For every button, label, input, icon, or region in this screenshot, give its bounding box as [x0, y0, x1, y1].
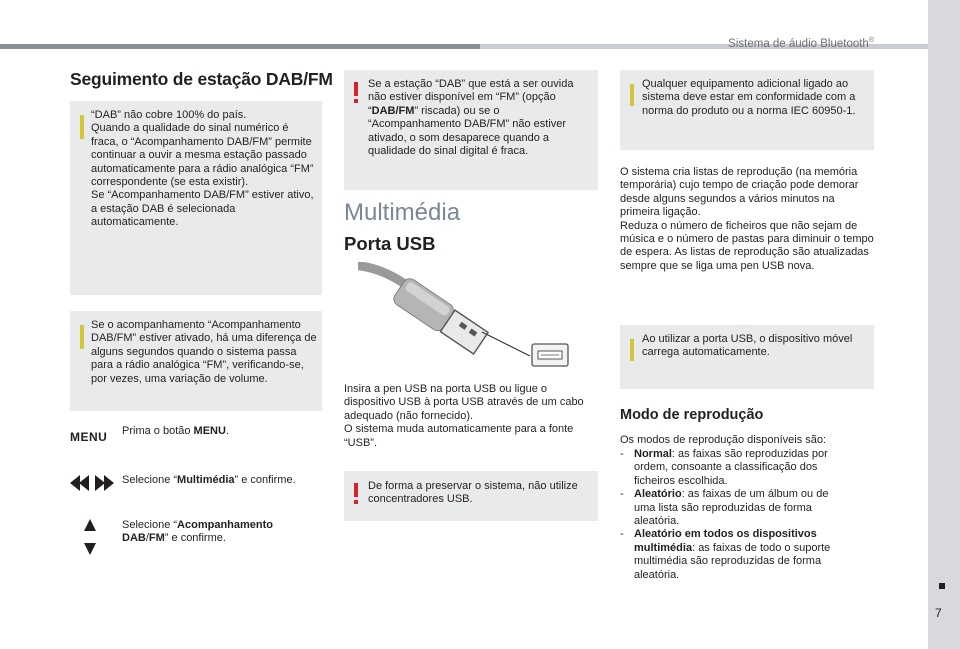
warning-icon [354, 82, 358, 96]
section-title-dab: Seguimento de estação DAB/FM [70, 69, 333, 89]
left-right-arrows-icon [70, 475, 114, 491]
page-number: 7 [935, 606, 942, 620]
warning-icon-dot [354, 99, 358, 103]
header-rule-dark [0, 44, 480, 49]
section-title-usb: Porta USB [344, 233, 436, 254]
warning-box-dab [344, 70, 598, 190]
chapter-title-multimedia: Multimédia [344, 199, 461, 226]
info-box-equipment [620, 70, 874, 150]
warning-box-usb-hub [344, 471, 598, 521]
section-title-playback-mode: Modo de reprodução [620, 407, 764, 423]
info-text-charging: Ao utilizar a porta USB, o dispositivo móvel carrega automaticamente. [642, 333, 853, 359]
step-select-multimedia: Selecione “Multimédia” e confirme. [122, 474, 296, 486]
info-box-dab-switch [70, 311, 322, 411]
playlist-paragraph: O sistema cria listas de reprodução (na memória temporária) cujo tempo de criação pode demorar desde alguns segundos a vários minutos na primeira ligação. Reduza o número de ficheiros que não sejam de música e o número de pastas para diminuir o tempo de espera. As listas de reprodução são atualizadas sempre que se liga uma pen USB nova. [620, 166, 874, 272]
playback-mode-list [620, 448, 850, 582]
info-box-dab-coverage [70, 101, 322, 295]
list-item-mode-random: - Aleatório: as faixas de um álbum ou de uma lista são reproduzidas de forma aleatória. [620, 488, 850, 528]
section-end-mark [939, 583, 945, 589]
info-text-dab-switch: Se o acompanhamento “Acompanhamento DAB/FM” estiver ativado, há uma diferença de alguns segundos quando o sistema passa para a rádio analógica “FM”, verificando-se, por vezes, uma variação de volume. [91, 319, 317, 385]
usb-instructions: Insira a pen USB na porta USB ou ligue o dispositivo USB à porta USB através de um cabo adequado (não fornecido). O sistema muda automaticamente para a fonte “USB”. [344, 383, 584, 449]
warning-icon [354, 483, 358, 497]
info-icon [80, 111, 84, 139]
up-down-arrows-icon [84, 519, 96, 555]
page-sidebar [928, 0, 960, 649]
step-select-dab-fm: Selecione “Acompanhamento DAB/FM” e confirme. [122, 519, 274, 545]
usb-stick-illustration [358, 262, 574, 374]
list-item-mode-random-all: - Aleatório em todos os dispositivos multimédia: as faixas de todo o suporte multimédia são reproduzidas de forma aleatória. [620, 528, 850, 582]
warning-text-dab: Se a estação “DAB” que está a ser ouvida não estiver disponível em “FM” (opção “DAB/FM” riscada) ou se o “Acompanhamento DAB/FM” não estiver ativado, o som desaparece quando a qualidade do sinal digital é fraca. [368, 78, 574, 158]
warning-icon-dot [354, 500, 358, 504]
info-box-charging [620, 325, 874, 389]
info-icon [630, 80, 634, 106]
info-text-equipment: Qualquer equipamento adicional ligado ao sistema deve estar em conformidade com a norma do produto ou a norma IEC 60950-1. [642, 78, 856, 117]
list-item-mode-normal: - Normal: as faixas são reproduzidas por ordem, consoante a classificação dos ficheiros escolhida. [620, 448, 850, 488]
warning-text-usb-hub: De forma a preservar o sistema, não utilize concentradores USB. [368, 480, 578, 506]
menu-button-icon: MENU [70, 430, 108, 444]
info-icon [80, 321, 84, 349]
info-text-dab-coverage: “DAB” não cobre 100% do país. Quando a qualidade do sinal numérico é fraca, o “Acompanhamento DAB/FM” permite continuar a ouvir a mesma estação passado automaticamente para a rádio analógica “FM” correspondente (se esta existir). Se “Acompanhamento DAB/FM” estiver ativo, a estação DAB é selecionada automaticamente. [91, 109, 314, 229]
info-icon [630, 335, 634, 361]
playback-mode-intro: Os modos de reprodução disponíveis são: [620, 434, 827, 446]
step-press-menu: Prima o botão MENU. [122, 425, 229, 437]
running-header: Sistema de áudio Bluetooth® [728, 37, 874, 50]
